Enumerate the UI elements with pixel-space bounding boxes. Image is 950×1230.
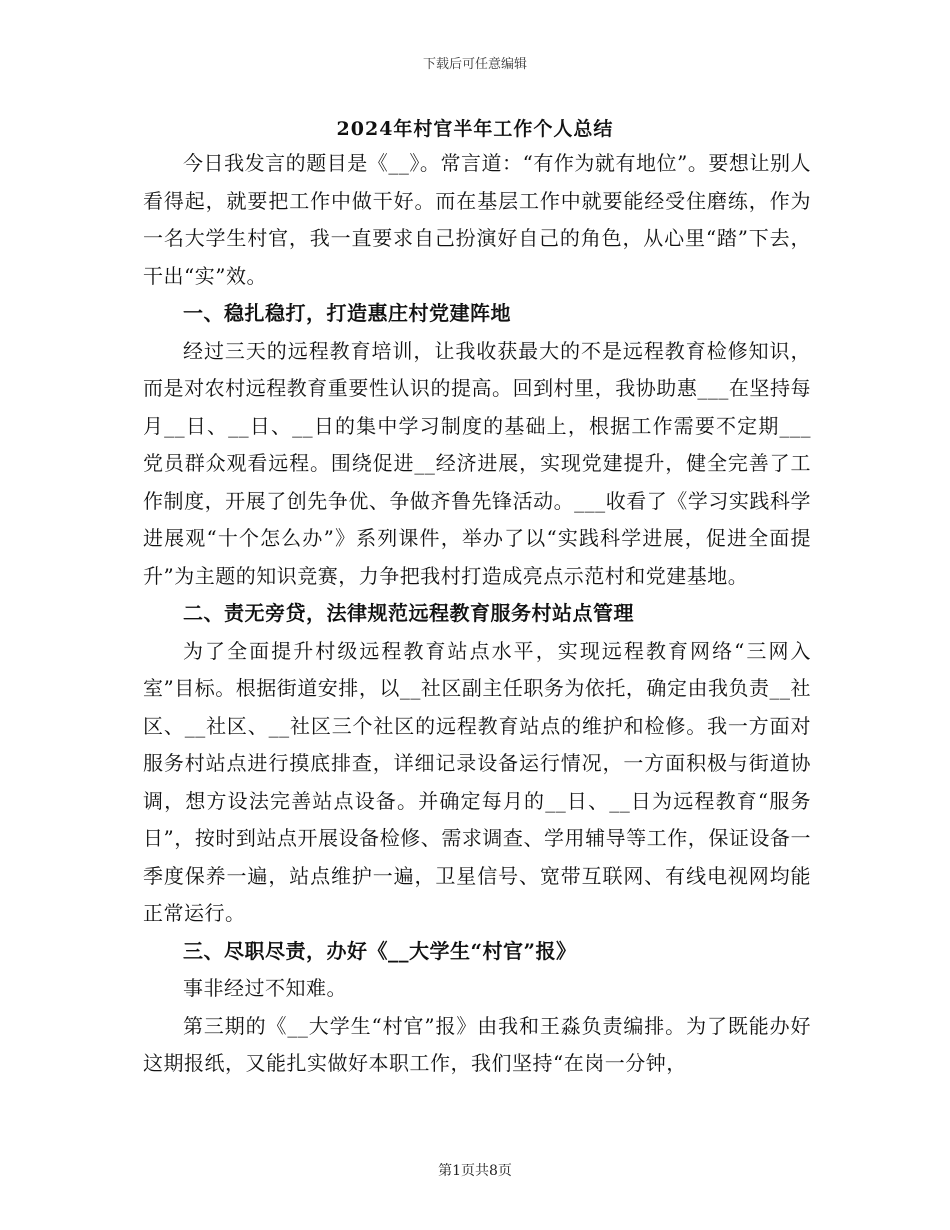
paragraph-section-3a: 事非经过不知难。	[183, 976, 347, 1000]
section-heading-1: 一、稳扎稳打，打造惠庄村党建阵地	[183, 301, 511, 325]
paragraph-section-2: 为了全面提升村级远程教育站点水平，实现远程教育网络“三网入室”目标。根据街道安排，以__社区副主任职务为依托，确定由我负责__社区、__社区、__社区三个社区的远程教育站点的维护和检修。我一方面对服务村站点进行摸底排查，详细记录设备运行情况，一方面积极与街道协调，想方设法完善站点设备。并确定每月的__日、__日为远程教育“服务日”，按时到站点开展设备检修、需求调查、学用辅导等工作，保证设备一季度保养一遍，站点维护一遍，卫星信号、宽带互联网、有线电视网均能正常运行。	[143, 638, 811, 925]
paragraph-section-3b: 第三期的《__大学生“村官”报》由我和王淼负责编排。为了既能办好这期报纸，又能扎实做好本职工作，我们坚持“在岗一分钟，	[143, 1013, 811, 1075]
page-number-footer: 第1页共8页	[438, 1163, 512, 1179]
paragraph-section-1: 经过三天的远程教育培训，让我收获最大的不是远程教育检修知识，而是对农村远程教育重要性认识的提高。回到村里，我协助惠___在坚持每月__日、__日、__日的集中学习制度的基础上，根据工作需要不定期___党员群众观看远程。围绕促进__经济进展，实现党建提升，健全完善了工作制度，开展了创先争优、争做齐鲁先锋活动。___收看了《学习实践科学进展观“十个怎么办”》系列课件，举办了以“实践科学进展，促进全面提升”为主题的知识竞赛，力争把我村打造成亮点示范村和党建基地。	[143, 338, 811, 588]
page-title: 2024年村官半年工作个人总结	[336, 118, 614, 140]
paragraph-intro: 今日我发言的题目是《__》。常言道：“有作为就有地位”。要想让别人看得起，就要把工作中做干好。而在基层工作中就要能经受住磨练，作为一名大学生村官，我一直要求自己扮演好自己的角色，从心里“踏”下去，干出“实”效。	[143, 151, 811, 288]
header-note: 下载后可任意编辑	[422, 57, 527, 72]
document-body	[143, 145, 811, 1083]
section-heading-2: 二、责无旁贷，法律规范远程教育服务村站点管理	[183, 601, 634, 625]
section-heading-3: 三、尽职尽责，办好《__大学生“村官”报》	[183, 938, 577, 963]
